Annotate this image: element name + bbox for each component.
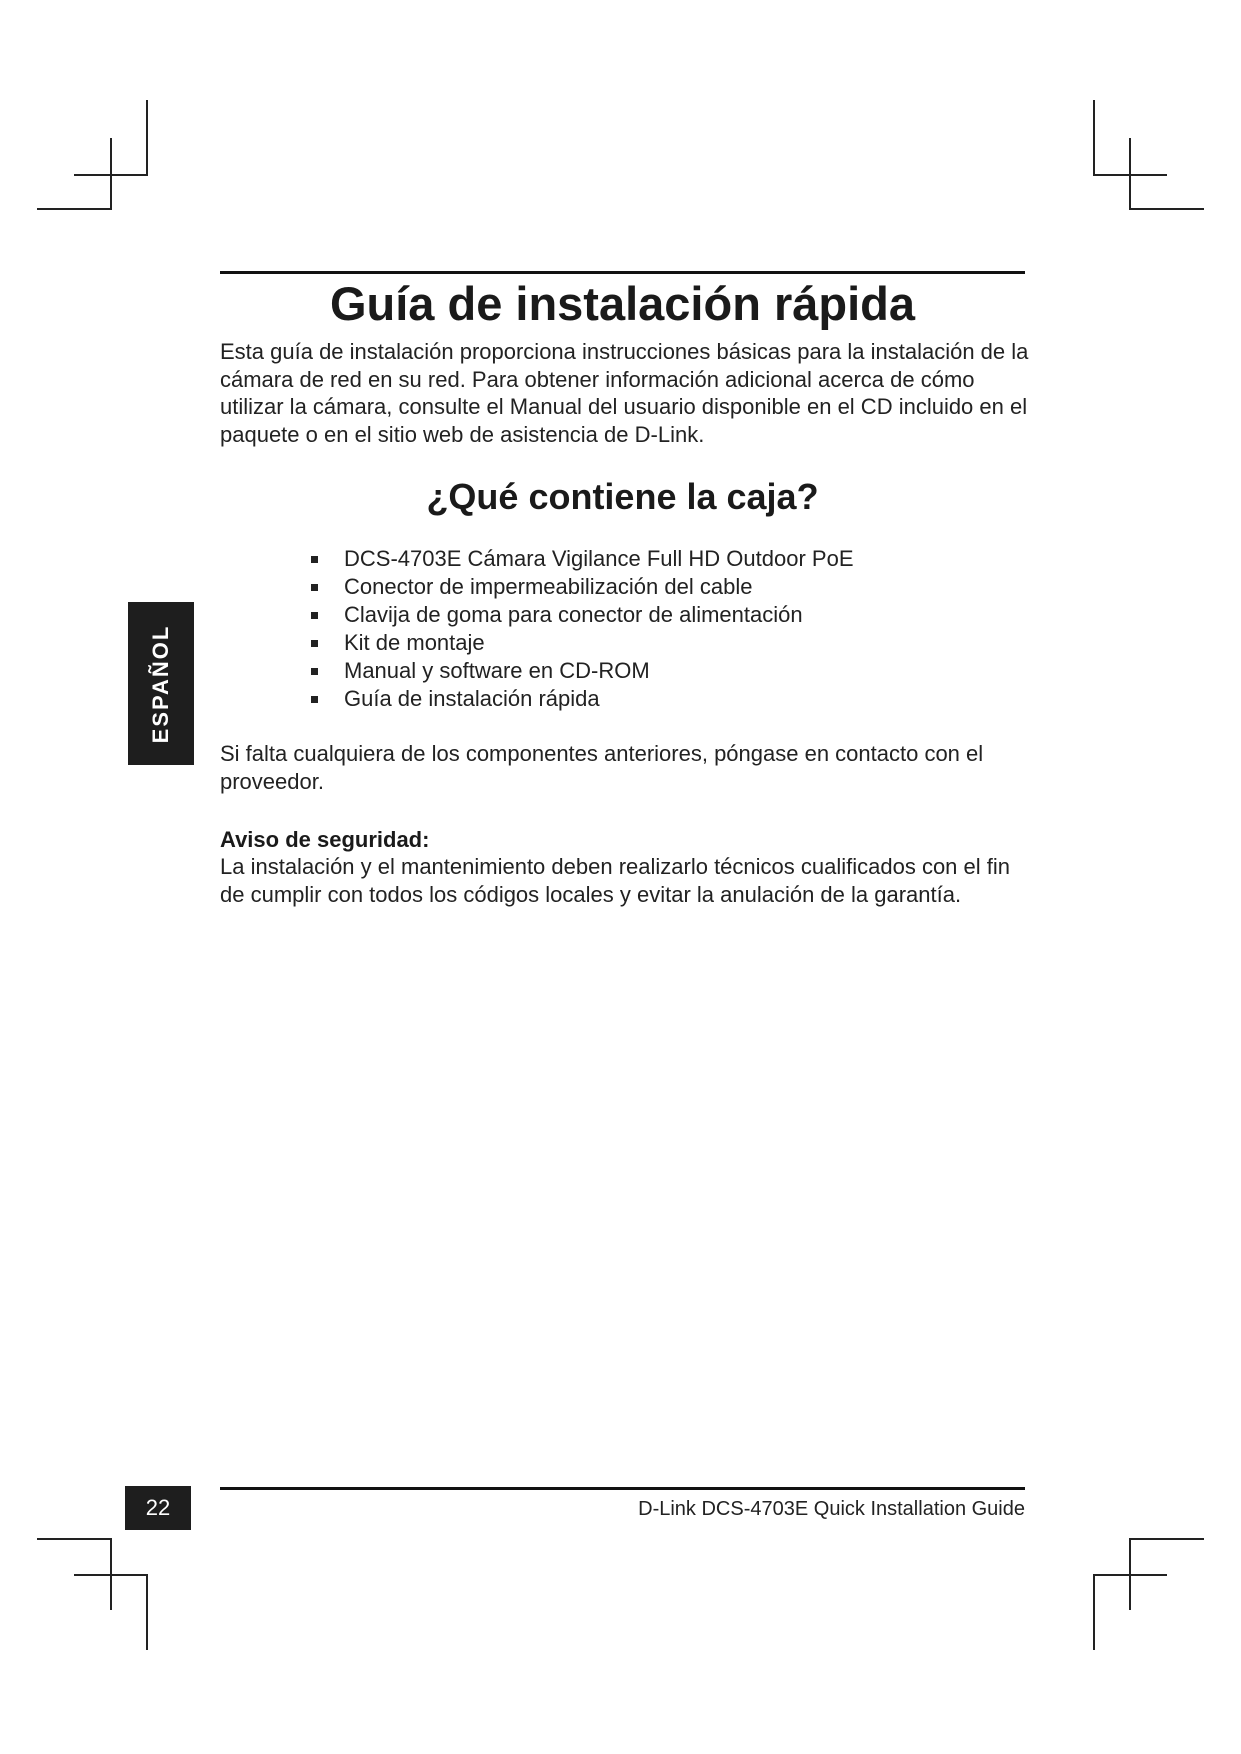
- language-tab-label: ESPAÑOL: [148, 624, 173, 743]
- list-item: [305, 685, 854, 713]
- bullet-icon: [311, 696, 318, 703]
- footer-rule: [220, 1487, 1025, 1490]
- list-item-text: Conector de impermeabilización del cable: [344, 574, 753, 599]
- list-item-text: Guía de instalación rápida: [344, 686, 600, 711]
- intro-paragraph: Esta guía de instalación proporciona instrucciones básicas para la instalación de la cámara de red en su red. Para obtener información adicional acerca de cómo utilizar la cámara, consulte el Manual del usuario disponible en el CD incluido en el paquete o en el sitio web de asistencia de D-Link.: [220, 339, 1029, 447]
- bullet-icon: [311, 612, 318, 619]
- language-tab: [128, 602, 194, 765]
- bullet-icon: [311, 556, 318, 563]
- crop-mark: [146, 100, 148, 176]
- header-rule: [220, 271, 1025, 274]
- list-item-text: Kit de montaje: [344, 630, 485, 655]
- crop-mark: [110, 138, 112, 210]
- bullet-icon: [311, 668, 318, 675]
- box-contents-heading: ¿Qué contiene la caja?: [426, 476, 819, 517]
- list-item: [305, 545, 854, 573]
- list-item-text: Manual y software en CD-ROM: [344, 658, 650, 683]
- list-item: [305, 629, 854, 657]
- list-item: [305, 573, 854, 601]
- crop-mark: [1093, 100, 1095, 176]
- bullet-icon: [311, 584, 318, 591]
- crop-mark: [1093, 1574, 1167, 1576]
- page-number: 22: [125, 1486, 191, 1530]
- list-item-text: Clavija de goma para conector de alimentación: [344, 602, 803, 627]
- crop-mark: [1129, 138, 1131, 210]
- list-item-text: DCS-4703E Cámara Vigilance Full HD Outdoor PoE: [344, 546, 854, 571]
- safety-notice-text: La instalación y el mantenimiento deben realizarlo técnicos cualificados con el fin de cumplir con todos los códigos locales y evitar la anulación de la garantía.: [220, 854, 1011, 907]
- crop-mark: [1129, 1538, 1204, 1540]
- footer-guide-name: D-Link DCS-4703E Quick Installation Guide: [638, 1498, 1025, 1520]
- crop-mark: [37, 1538, 112, 1540]
- missing-components-note: Si falta cualquiera de los componentes anteriores, póngase en contacto con el proveedor.: [220, 741, 984, 794]
- crop-mark: [1093, 1574, 1095, 1650]
- safety-notice-heading: Aviso de seguridad:: [220, 827, 430, 852]
- crop-mark: [146, 1574, 148, 1650]
- crop-mark: [37, 208, 112, 210]
- crop-mark: [1129, 208, 1204, 210]
- list-item: [305, 601, 854, 629]
- box-contents-list: [305, 545, 854, 713]
- page-title: Guía de instalación rápida: [329, 277, 916, 330]
- crop-mark: [74, 1574, 148, 1576]
- bullet-icon: [311, 640, 318, 647]
- list-item: [305, 657, 854, 685]
